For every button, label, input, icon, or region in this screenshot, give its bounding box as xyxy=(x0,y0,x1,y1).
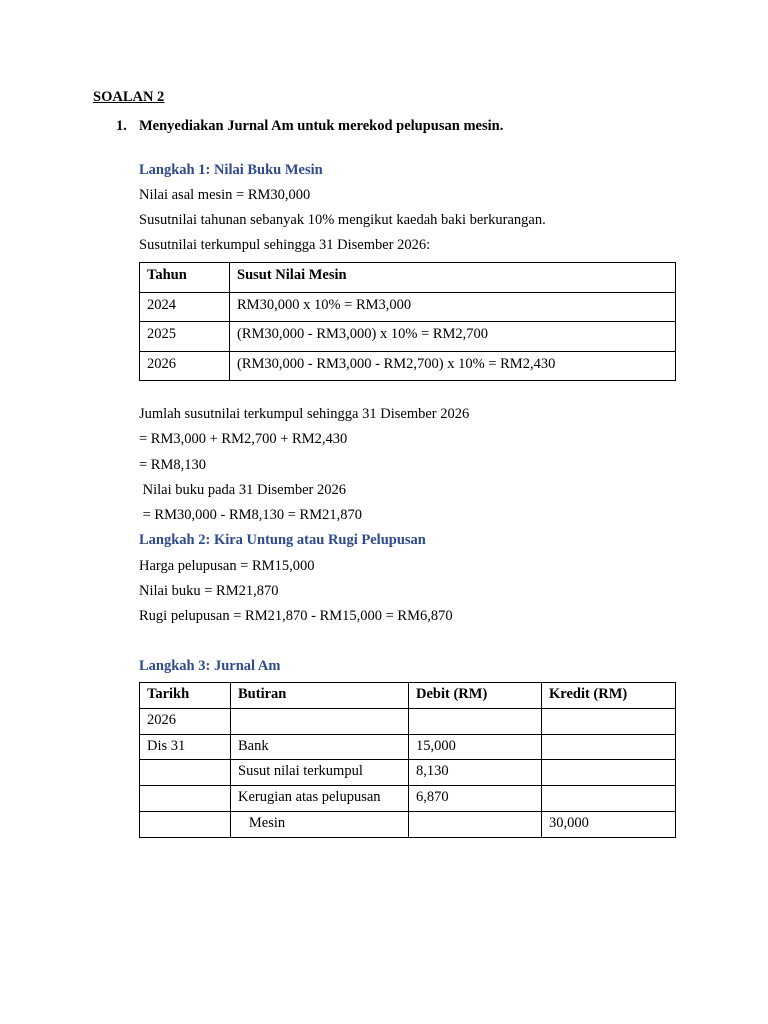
column-header: Tahun xyxy=(140,263,230,293)
table-cell xyxy=(140,786,231,812)
table-cell: 2026 xyxy=(140,708,231,734)
table-cell: Dis 31 xyxy=(140,734,231,760)
step1-line: Susutnilai terkumpul sehingga 31 Disember 2026: xyxy=(139,237,431,253)
column-header: Susut Nilai Mesin xyxy=(230,263,676,293)
step1-summary-line: = RM8,130 xyxy=(139,457,206,473)
table-cell xyxy=(409,708,542,734)
step1-summary-line: Nilai buku pada 31 Disember 2026 xyxy=(139,482,346,498)
table-header-row xyxy=(140,263,676,293)
table-row xyxy=(140,734,676,760)
question-number: 1. xyxy=(116,118,127,134)
table-cell: 6,870 xyxy=(409,786,542,812)
journal-table xyxy=(139,682,676,838)
step1-title: Langkah 1: Nilai Buku Mesin xyxy=(139,162,323,178)
table-row xyxy=(140,786,676,812)
step2-title: Langkah 2: Kira Untung atau Rugi Pelupusan xyxy=(139,532,426,548)
table-header-row xyxy=(140,683,676,709)
table-row xyxy=(140,811,676,837)
table-cell: 2025 xyxy=(140,322,230,352)
step2-line: Harga pelupusan = RM15,000 xyxy=(139,558,315,574)
table-cell xyxy=(542,760,676,786)
table-cell xyxy=(140,760,231,786)
step2-line: Rugi pelupusan = RM21,870 - RM15,000 = RM6,870 xyxy=(139,608,453,624)
page-heading: SOALAN 2 xyxy=(93,89,165,105)
depreciation-table xyxy=(139,262,676,381)
table-cell: 15,000 xyxy=(409,734,542,760)
step1-summary-line: Jumlah susutnilai terkumpul sehingga 31 Disember 2026 xyxy=(139,406,470,422)
table-cell: (RM30,000 - RM3,000) x 10% = RM2,700 xyxy=(230,322,676,352)
column-header: Debit (RM) xyxy=(409,683,542,709)
table-cell: 8,130 xyxy=(409,760,542,786)
table-cell: RM30,000 x 10% = RM3,000 xyxy=(230,292,676,322)
step3-title: Langkah 3: Jurnal Am xyxy=(139,658,281,674)
table-cell xyxy=(231,708,409,734)
table-cell xyxy=(542,786,676,812)
table-cell xyxy=(542,708,676,734)
table-row xyxy=(140,760,676,786)
table-cell xyxy=(140,811,231,837)
table-cell: 2024 xyxy=(140,292,230,322)
column-header: Kredit (RM) xyxy=(542,683,676,709)
step1-summary-line: = RM30,000 - RM8,130 = RM21,870 xyxy=(139,507,363,523)
table-cell: Kerugian atas pelupusan xyxy=(231,786,409,812)
table-cell: (RM30,000 - RM3,000 - RM2,700) x 10% = RM2,430 xyxy=(230,351,676,381)
step1-line: Susutnilai tahunan sebanyak 10% mengikut kaedah baki berkurangan. xyxy=(139,212,546,228)
table-row xyxy=(140,351,676,381)
column-header: Tarikh xyxy=(140,683,231,709)
table-cell: Bank xyxy=(231,734,409,760)
step1-summary-line: = RM3,000 + RM2,700 + RM2,430 xyxy=(139,431,348,447)
table-cell: 2026 xyxy=(140,351,230,381)
column-header: Butiran xyxy=(231,683,409,709)
table-cell xyxy=(542,734,676,760)
question-text: Menyediakan Jurnal Am untuk merekod pelupusan mesin. xyxy=(139,118,504,134)
table-cell: Susut nilai terkumpul xyxy=(231,760,409,786)
table-cell: Mesin xyxy=(231,811,409,837)
table-cell: 30,000 xyxy=(542,811,676,837)
table-cell xyxy=(409,811,542,837)
table-row xyxy=(140,292,676,322)
step1-line: Nilai asal mesin = RM30,000 xyxy=(139,187,311,203)
step2-line: Nilai buku = RM21,870 xyxy=(139,583,279,599)
table-row xyxy=(140,708,676,734)
table-row xyxy=(140,322,676,352)
